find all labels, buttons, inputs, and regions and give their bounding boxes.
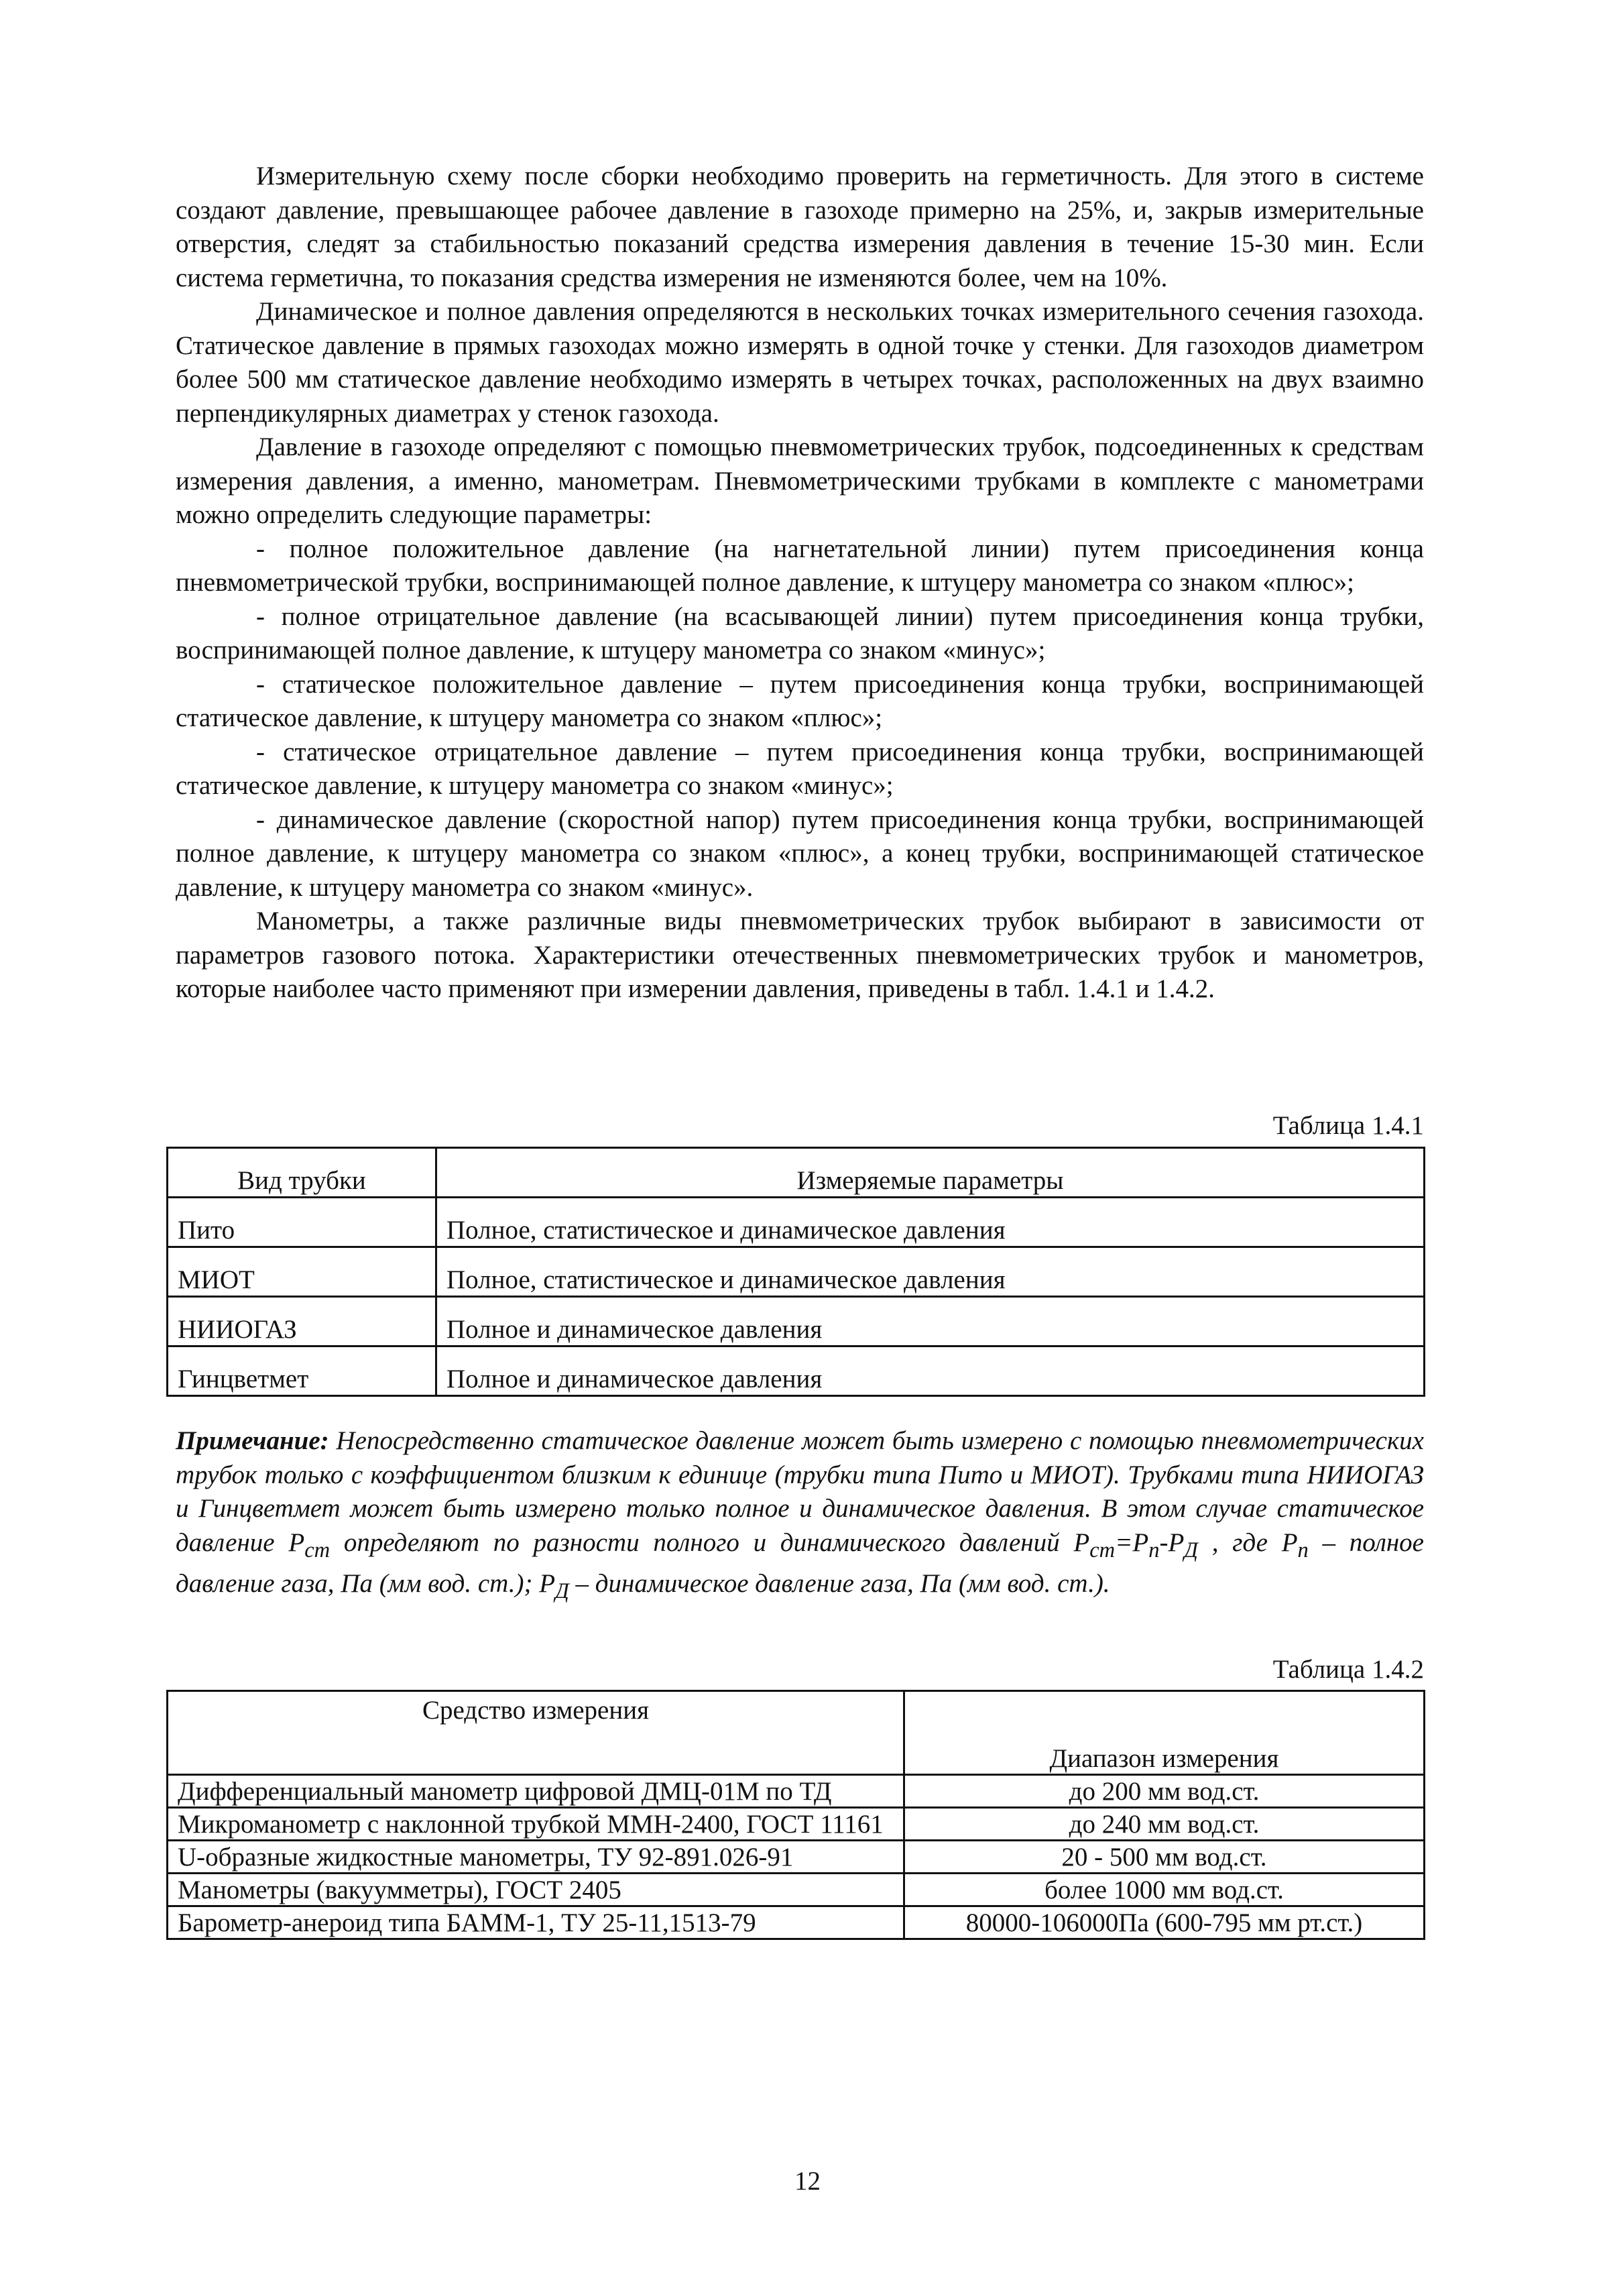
table-row xyxy=(168,1297,1425,1346)
table-cell: Манометры (вакуумметры), ГОСТ 2405 xyxy=(168,1874,904,1906)
list-item: - статическое отрицательное давление – путем присоединения конца трубки, воспринимающей статическое давление, к штуцеру манометра со знаком «минус»; xyxy=(176,737,1424,800)
subscript: п xyxy=(1148,1538,1160,1562)
table-cell: 80000-106000Па (600-795 мм рт.ст.) xyxy=(904,1906,1425,1939)
page-number: 12 xyxy=(794,2167,821,2195)
paragraph: Измерительную схему после сборки необходимо проверить на герметичность. Для этого в системе создают давление, превышающее рабочее давление в газоходе примерно на 25%, и, закрыв измерительные отверстия, следят за стабильностью показаний средства измерения давления в течение 15-30 мин. Если система герметична, то показания средства измерения не изменяются более, чем на 10%. xyxy=(176,162,1424,292)
table-cell: Полное, статистическое и динамическое давления xyxy=(436,1198,1425,1247)
subscript: п xyxy=(1297,1538,1309,1562)
table-cell: U-образные жидкостные манометры, ТУ 92-891.026-91 xyxy=(168,1841,904,1874)
note-text: =P xyxy=(1115,1528,1149,1557)
note-text: – полное давление газа, Па (мм вод. ст.); P xyxy=(176,1528,1424,1598)
table-header-cell: Средство измерения xyxy=(168,1691,904,1775)
table-row xyxy=(168,1841,1425,1874)
table-cell: более 1000 мм вод.ст. xyxy=(904,1874,1425,1906)
table-1-caption: Таблица 1.4.1 xyxy=(1272,1111,1424,1140)
table-cell: Гинцветмет xyxy=(168,1346,436,1396)
table-row xyxy=(168,1808,1425,1841)
subscript: ст xyxy=(1089,1538,1116,1562)
paragraph: Давление в газоходе определяют с помощью пневмометрических трубок, подсоединенных к средствам измерения давления, а именно, манометрам. Пневмометрическими трубками в комплекте с манометрами можно определить следующие параметры: xyxy=(176,433,1424,529)
paragraph: Динамическое и полное давления определяются в нескольких точках измерительного сечения газохода. Статическое давление в прямых газоходах можно измерять в одной точке у стенки. Для газоходов диаметром более 500 мм статическое давление необходимо измерять в четырех точках, расположенных на двух взаимно перпендикулярных диаметрах у стенок газохода. xyxy=(176,297,1424,428)
table-cell: Пито xyxy=(168,1198,436,1247)
table-header-cell: Вид трубки xyxy=(168,1148,436,1198)
note-text: Непосредственно статическое давление может быть измерено с помощью пневмометрических трубок только с коэффициентом близким к единице (трубки типа Пито и МИОТ). Трубками типа НИИОГАЗ и Гинцветмет может быть измерено только полное и динамическое давления. В этом случае статическое давление P xyxy=(176,1426,1424,1557)
subscript: Д xyxy=(1184,1538,1198,1562)
note-text: определяют по разности полного и динамического давлений P xyxy=(330,1528,1090,1557)
table-header-cell: Измеряемые параметры xyxy=(436,1148,1425,1198)
table-cell: Барометр-анероид типа БАММ-1, ТУ 25-11,1513-79 xyxy=(168,1906,904,1939)
table-row xyxy=(168,1346,1425,1396)
subscript: Д xyxy=(555,1578,569,1603)
subscript: ст xyxy=(304,1538,331,1562)
table-1 xyxy=(166,1147,1425,1397)
table-2 xyxy=(166,1690,1425,1940)
table-header-cell: Диапазон измерения xyxy=(904,1691,1425,1775)
table-row xyxy=(168,1906,1425,1939)
note-text: – динамическое давление газа, Па (мм вод. ст.). xyxy=(569,1568,1110,1598)
list-item: - динамическое давление (скоростной напор) путем присоединения конца трубки, воспринимающей полное давление, к штуцеру манометра со знаком «плюс», а конец трубки, воспринимающей статическое давление, к штуцеру манометра со знаком «минус». xyxy=(176,805,1424,902)
table-row xyxy=(168,1775,1425,1808)
table-cell: Полное и динамическое давления xyxy=(436,1297,1425,1346)
table-cell: МИОТ xyxy=(168,1247,436,1297)
note-text: -P xyxy=(1159,1528,1185,1557)
body-text xyxy=(176,160,1424,1007)
paragraph: Манометры, а также различные виды пневмометрических трубок выбирают в зависимости от параметров газового потока. Характеристики отечественных пневмометрических трубок и манометров, которые наиболее часто применяют при измерении давления, приведены в табл. 1.4.1 и 1.4.2. xyxy=(176,907,1424,1003)
table-2-caption: Таблица 1.4.2 xyxy=(1272,1655,1424,1684)
note-label: Примечание: xyxy=(176,1426,329,1455)
list-item: - полное положительное давление (на нагнетательной линии) путем присоединения конца пневмометрической трубки, воспринимающей полное давление, к штуцеру манометра со знаком «плюс»; xyxy=(176,534,1424,597)
table-cell: Микроманометр с наклонной трубкой ММН-2400, ГОСТ 11161 xyxy=(168,1808,904,1841)
table-cell: 20 - 500 мм вод.ст. xyxy=(904,1841,1425,1874)
table-header-row xyxy=(168,1691,1425,1775)
note-text: , где P xyxy=(1197,1528,1298,1557)
table-cell: до 200 мм вод.ст. xyxy=(904,1775,1425,1808)
table-row xyxy=(168,1247,1425,1297)
table-row xyxy=(168,1198,1425,1247)
list-item: - полное отрицательное давление (на всасывающей линии) путем присоединения конца трубки, воспринимающей полное давление, к штуцеру манометра со знаком «минус»; xyxy=(176,601,1424,665)
table-cell: Полное и динамическое давления xyxy=(436,1346,1425,1396)
table-cell: до 240 мм вод.ст. xyxy=(904,1808,1425,1841)
note xyxy=(176,1424,1424,1608)
table-cell: Полное, статистическое и динамическое давления xyxy=(436,1247,1425,1297)
table-header-row xyxy=(168,1148,1425,1198)
table-row xyxy=(168,1874,1425,1906)
table-cell: НИИОГАЗ xyxy=(168,1297,436,1346)
list-item: - статическое положительное давление – путем присоединения конца трубки, воспринимающей статическое давление, к штуцеру манометра со знаком «плюс»; xyxy=(176,669,1424,732)
table-cell: Дифференциальный манометр цифровой ДМЦ-01М по ТД xyxy=(168,1775,904,1808)
